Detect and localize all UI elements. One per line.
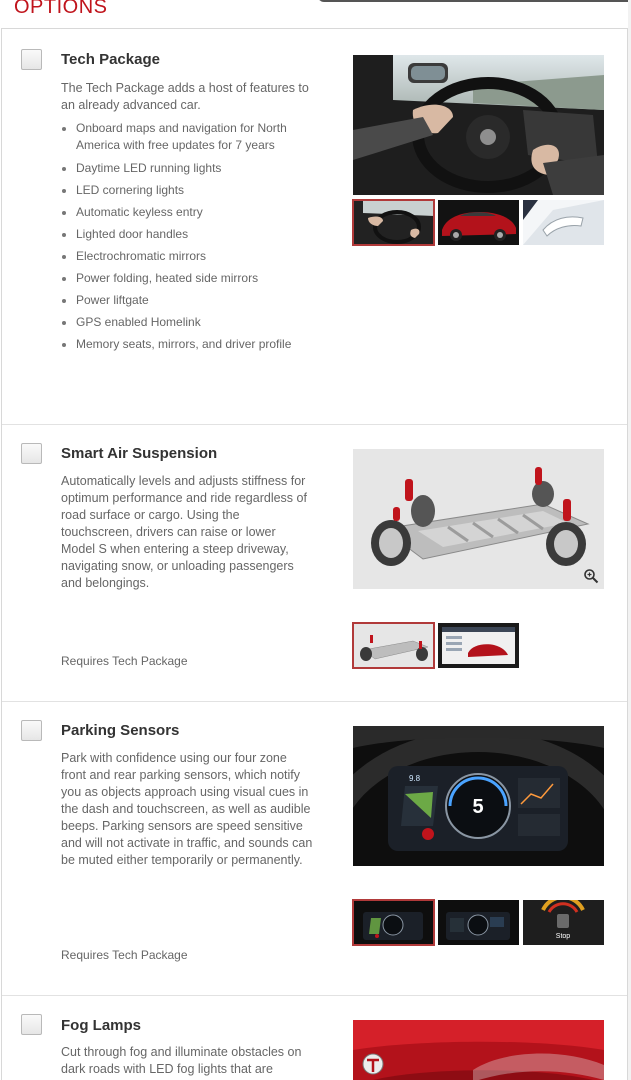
feature-item: Electrochromatic mirrors [61,248,321,270]
feature-item: Automatic keyless entry [61,204,321,226]
requires-note: Requires Tech Package [61,654,188,668]
option-fog-lamps [2,996,627,1080]
suspension-thumb-touchscreen[interactable] [438,623,519,668]
feature-item: GPS enabled Homelink [61,314,321,336]
feature-item: Power liftgate [61,292,321,314]
option-description: The Tech Package adds a host of features to an already advanced car. [61,81,309,112]
parking-thumb-dash[interactable] [353,900,434,945]
option-description: Park with confidence using our four zone front and rear parking sensors, which notify you as objects approach using visual cues in the dash and touchscreen, as well as audible beeps. Parking sensors are speed sensitive and will not activate in traffic, and sounds can be muted either temporarily or permanently. [61,751,313,867]
feature-item: Lighted door handles [61,226,321,248]
feature-item: Onboard maps and navigation for North America with free updates for 7 years [61,120,321,160]
feature-item: Daytime LED running lights [61,160,321,182]
option-description: Cut through fog and illuminate obstacles on dark roads with LED fog lights that are [61,1045,302,1076]
option-title: Parking Sensors [61,722,180,739]
page-header [0,0,631,28]
parking-sensors-main-image[interactable] [353,726,604,866]
dash-range: 9.8 [409,774,421,783]
feature-list [61,120,321,358]
header-tab-edge [318,0,631,2]
tech-package-main-image[interactable] [353,55,604,195]
option-title: Fog Lamps [61,1017,142,1034]
page-title: OPTIONS [14,0,108,18]
tech-package-thumb-door-handle[interactable] [523,200,604,245]
option-title: Smart Air Suspension [61,445,218,462]
fog-lamps-main-image[interactable] [353,1020,604,1080]
feature-item: Memory seats, mirrors, and driver profile [61,336,321,358]
option-description: Automatically levels and adjusts stiffness for optimum performance and ride regardless of road surface or cargo. Using the touchscreen, drivers can raise or lower Model S when entering a steep driveway, navigating snow, or unloading passengers and belongings. [61,474,307,590]
option-tech-package [2,29,627,425]
suspension-thumb-chassis[interactable] [353,623,434,668]
option-title: Tech Package [61,51,160,68]
smart-air-suspension-checkbox[interactable] [21,443,42,464]
requires-note: Requires Tech Package [61,948,188,962]
parking-thumb-dash-alt[interactable] [438,900,519,945]
fog-lamps-checkbox[interactable] [21,1014,42,1035]
option-parking-sensors [2,702,627,996]
tech-package-checkbox[interactable] [21,49,42,70]
feature-item: Power folding, heated side mirrors [61,270,321,292]
parking-sensors-checkbox[interactable] [21,720,42,741]
option-smart-air-suspension [2,425,627,702]
stop-label: Stop [555,933,571,940]
feature-item: LED cornering lights [61,182,321,204]
options-list [1,28,628,1080]
tech-package-thumb-interior[interactable] [353,200,434,245]
suspension-main-image[interactable] [353,449,604,589]
dash-speed: 5 [472,796,484,818]
zoom-icon[interactable] [583,568,599,584]
tech-package-thumb-red-car[interactable] [438,200,519,245]
parking-thumb-stop[interactable] [523,900,604,945]
